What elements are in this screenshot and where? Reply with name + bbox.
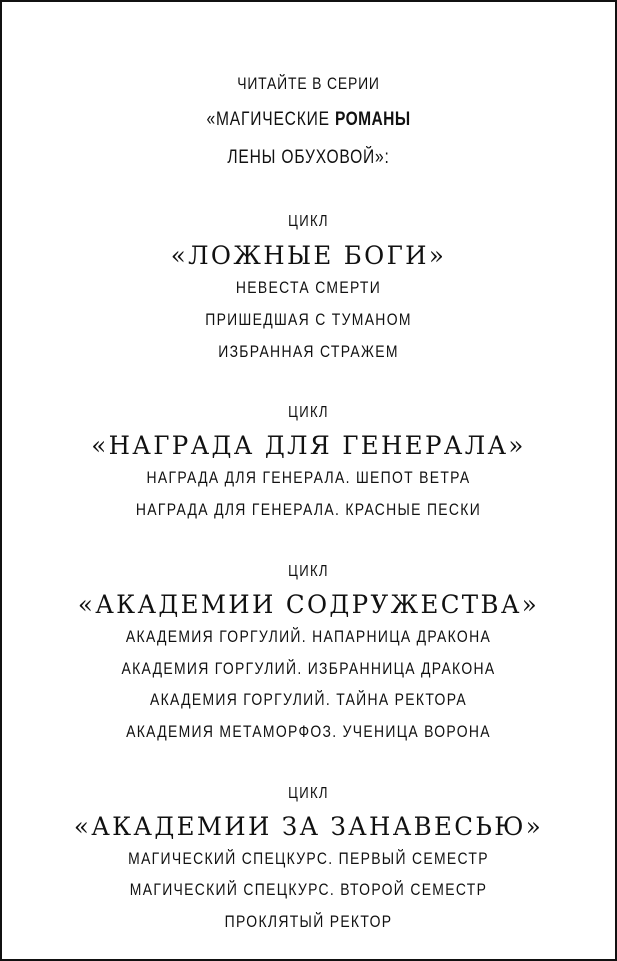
cycle-4-book-2: МАГИЧЕСКИЙ СПЕЦКУРС. ВТОРОЙ СЕМЕСТР	[129, 880, 488, 899]
intro-line-2-bold: РОМАНЫ	[335, 109, 411, 130]
cycle-2-book-2: НАГРАДА ДЛЯ ГЕНЕРАЛА. КРАСНЫЕ ПЕСКИ	[135, 500, 482, 519]
cycle-4-label: ЦИКЛ	[288, 785, 329, 802]
cycle-3-book-1: АКАДЕМИЯ ГОРГУЛИЙ. НАПАРНИЦА ДРАКОНА	[125, 627, 492, 646]
intro-line-1: ЧИТАЙТЕ В СЕРИИ	[237, 74, 380, 93]
intro-line-3: ЛЕНЫ ОБУХОВОЙ»:	[227, 147, 390, 168]
cycle-4-book-1: МАГИЧЕСКИЙ СПЕЦКУРС. ПЕРВЫЙ СЕМЕСТР	[128, 849, 489, 868]
cycle-3-book-2: АКАДЕМИЯ ГОРГУЛИЙ. ИЗБРАННИЦА ДРАКОНА	[121, 659, 496, 678]
cycle-1-book-2: ПРИШЕДШАЯ С ТУМАНОМ	[205, 310, 412, 329]
cycle-1-label: ЦИКЛ	[288, 213, 329, 230]
cycle-4-title: «АКАДЕМИИ ЗА ЗАНАВЕСЬЮ»	[73, 812, 544, 841]
cycle-2-title: «НАГРАДА ДЛЯ ГЕНЕРАЛА»	[91, 431, 526, 460]
cycle-3-book-4: АКАДЕМИЯ МЕТАМОРФОЗ. УЧЕНИЦА ВОРОНА	[126, 722, 491, 741]
cycle-1-title: «ЛОЖНЫЕ БОГИ»	[170, 241, 447, 270]
cycle-3-label: ЦИКЛ	[288, 563, 329, 580]
cycle-3-title: «АКАДЕМИИ СОДРУЖЕСТВА»	[77, 590, 540, 619]
cycle-1-book-1: НЕВЕСТА СМЕРТИ	[235, 278, 382, 297]
cycle-1-book-3: ИЗБРАННАЯ СТРАЖЕМ	[218, 342, 399, 361]
intro-line-2-regular: «МАГИЧЕСКИЕ	[206, 109, 336, 130]
cycle-4-book-3: ПРОКЛЯТЫЙ РЕКТОР	[224, 912, 393, 931]
cycle-2-label: ЦИКЛ	[288, 404, 329, 421]
cycle-2-book-1: НАГРАДА ДЛЯ ГЕНЕРАЛА. ШЕПОТ ВЕТРА	[146, 468, 471, 487]
intro-line-2	[57, 110, 560, 129]
cycle-3-book-3: АКАДЕМИЯ ГОРГУЛИЙ. ТАЙНА РЕКТОРА	[150, 690, 467, 709]
